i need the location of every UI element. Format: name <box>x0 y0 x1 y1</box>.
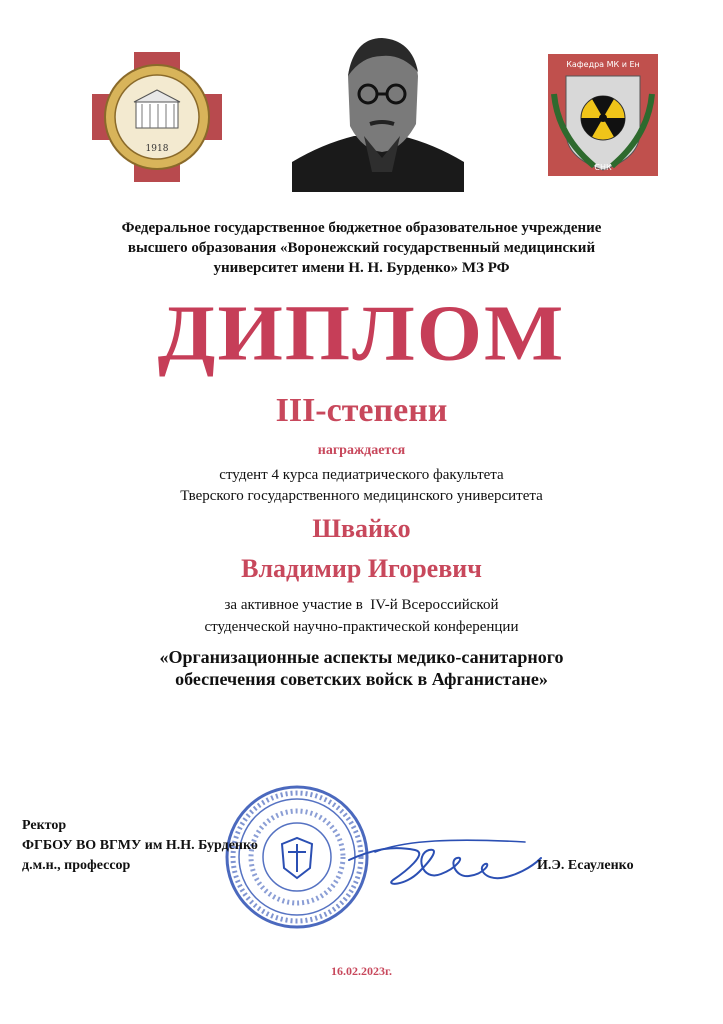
emblem-year: 1918 <box>145 144 169 154</box>
portrait-photo <box>292 32 464 192</box>
institution-line-3: университет имени Н. Н. Бурденко» МЗ РФ <box>213 260 510 276</box>
student-description <box>0 465 723 507</box>
issue-date: 16.02.2023г. <box>330 964 393 978</box>
reason-line-2: студенческой научно-практической конференции <box>204 619 519 635</box>
department-emblem-text: Кафедра МК и Ен <box>566 60 640 69</box>
recipient-name: Владимир Игоревич <box>241 554 482 583</box>
diploma-title: ДИПЛОМ <box>157 289 566 378</box>
institution-line-1: Федеральное государственное бюджетное образовательное учреждение <box>121 220 602 236</box>
rector-signature <box>345 820 545 900</box>
department-emblem <box>548 54 658 176</box>
awarded-label: награждается <box>317 443 406 458</box>
conference-line-2: обеспечения советских войск в Афганистане» <box>175 669 548 689</box>
student-line-2: Тверского государственного медицинского университета <box>180 488 543 504</box>
institution-line-2: высшего образования «Воронежский государственный медицинский <box>127 240 596 256</box>
award-reason <box>0 594 723 638</box>
position-line-3: д.м.н., профессор <box>22 858 131 873</box>
recipient-surname: Швайко <box>312 514 411 543</box>
conference-line-1: «Организационные аспекты медико-санитарного <box>159 647 564 667</box>
reason-line-1: за активное участие в IV-й Всероссийской <box>224 597 499 613</box>
diploma-degree: III-степени <box>275 392 448 429</box>
position-line-2: ФГБОУ ВО ВГМУ им Н.Н. Бурденко <box>22 838 258 853</box>
position-line-1: Ректор <box>22 818 67 833</box>
signer-name: И.Э. Есауленко <box>537 858 634 873</box>
conference-title <box>0 646 723 690</box>
institution-name <box>0 218 723 278</box>
department-emblem-caption: СНК <box>594 163 612 172</box>
rector-position <box>22 816 258 876</box>
student-line-1: студент 4 курса педиатрического факультета <box>219 467 504 483</box>
university-emblem <box>92 52 222 182</box>
